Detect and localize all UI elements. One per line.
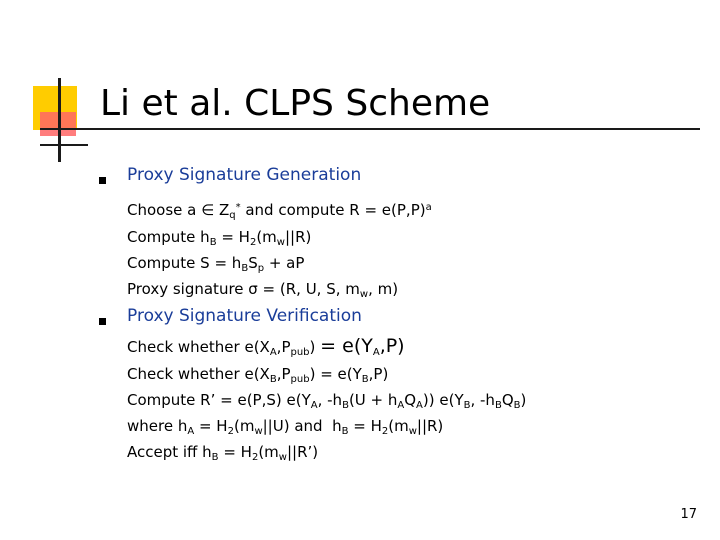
verification-line-4: where $h_A = H_2(m_w||U)$ and $h_B = H_2(m_w||R)$ [127, 417, 444, 437]
decorative-horizontal-rule [40, 128, 700, 130]
page-number: 17 [680, 507, 697, 522]
generation-line-2: Compute $h_B = H_2(m_w||R)$ [127, 228, 312, 248]
decorative-vertical-rule [58, 78, 61, 162]
verification-line-2: Check whether $e(X_B,P_{pub}) = e(Y_B,P)$ [127, 365, 389, 385]
verification-line-3: Compute R’ = e(P,S) $e(Y_A$, $-h_B(U + h_AQ_A)$) $e(Y_B$, $-h_BQ_B$) [127, 391, 527, 411]
bullet-icon [99, 177, 106, 184]
generation-line-1: Choose a ∈ $Z_q^*$ and compute $R = e(P,P)^a$ [127, 201, 432, 221]
slide-title: Li et al. CLPS Scheme [100, 83, 491, 124]
section-heading-verification: Proxy Signature Verification [127, 306, 362, 326]
generation-line-3: Compute $S = h_BS_p$ + aP [127, 254, 305, 274]
verification-line-5: Accept iff $h_B$ = $H_2(m_w||R’)$ [127, 443, 319, 463]
section-heading-generation: Proxy Signature Generation [127, 165, 362, 185]
decorative-short-rule [40, 144, 88, 146]
generation-line-4: Proxy signature σ = (R, U, S, $m_w$, m) [127, 280, 399, 300]
bullet-icon [99, 318, 106, 325]
verification-line-1: Check whether $e(X_A,P_{pub}) = e(Y_A,P)$ [127, 335, 405, 358]
